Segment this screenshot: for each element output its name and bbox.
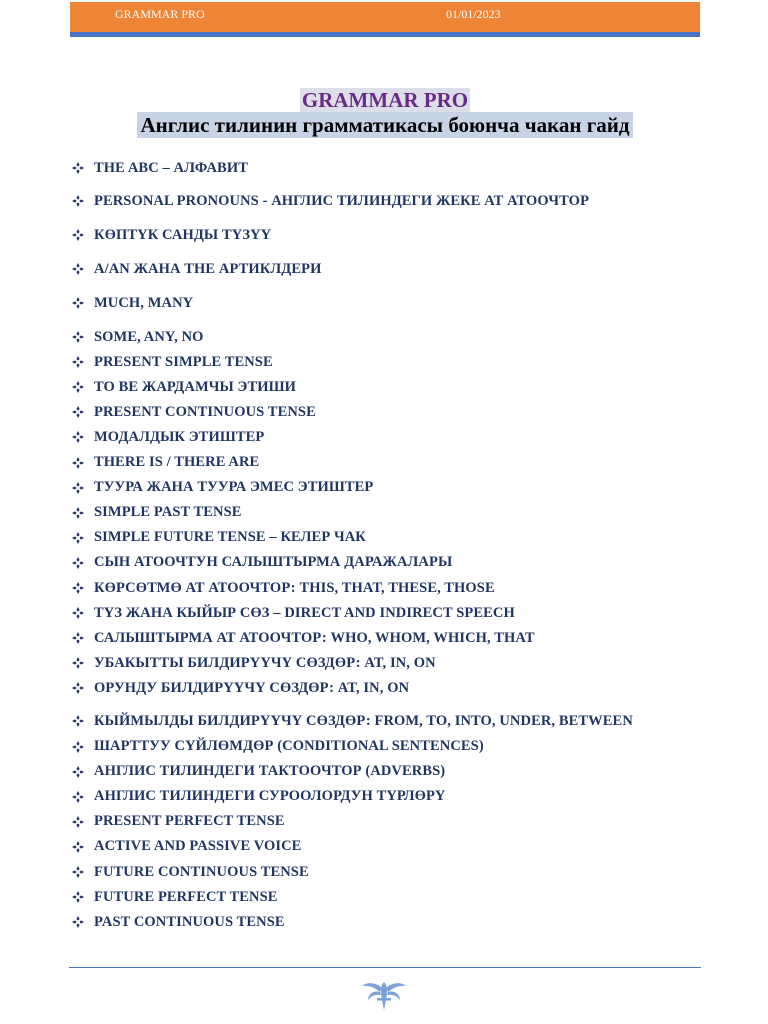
topic-item: [72, 258, 321, 280]
topic-item: [72, 652, 436, 674]
topic-item: [72, 452, 259, 474]
diamond-four-petal-icon: [72, 229, 84, 241]
title-block: [0, 88, 768, 138]
topic-item: [72, 292, 193, 314]
topic-label: THERE IS / THERE ARE: [94, 454, 260, 470]
diamond-four-petal-icon: [72, 841, 84, 853]
topic-item: [72, 224, 271, 246]
diamond-four-petal-icon: [72, 431, 84, 443]
topic-label: SOME, ANY, NO: [94, 328, 204, 345]
topic-item: [72, 786, 446, 808]
topic-label: SIMPLE FUTURE TENSE – КЕЛЕР ЧАК: [94, 529, 366, 546]
topic-label: КӨРСӨТМӨ АТ АТООЧТОР: THIS, THAT, THESE, THOSE: [94, 579, 495, 596]
topic-item: [72, 602, 515, 624]
fleur-ornament-icon: [360, 976, 408, 1010]
header-date: 01/01/2023: [446, 7, 501, 21]
topic-label: FUTURE CONTINUOUS TENSE: [94, 863, 309, 880]
topic-label: ТҮЗ ЖАНА КЫЙЫР СӨЗ – DIRECT AND INDIRECT SPEECH: [94, 604, 515, 621]
topic-item: [72, 886, 278, 908]
topic-label: PAST CONTINUOUS TENSE: [94, 913, 285, 930]
diamond-four-petal-icon: [72, 263, 84, 275]
topic-label: FUTURE PERFECT TENSE: [94, 888, 278, 905]
footer-line: [69, 967, 701, 968]
header-title: GRAMMAR PRO: [115, 7, 205, 21]
topic-label: TO BE ЖАРДАМЧЫ ЭТИШИ: [94, 378, 297, 395]
topic-item: [72, 527, 366, 549]
diamond-four-petal-icon: [72, 891, 84, 903]
diamond-four-petal-icon: [72, 766, 84, 778]
topic-label: УБАКЫТТЫ БИЛДИРҮҮЧҮ СӨЗДӨР: AT, IN, ON: [94, 654, 436, 671]
topic-label: ОРУНДУ БИЛДИРҮҮЧҮ СӨЗДӨР: AT, IN, ON: [94, 679, 410, 696]
topic-item: [72, 736, 484, 758]
topic-item: [72, 811, 285, 833]
topic-item: [72, 710, 633, 732]
topic-label: MUCH, MANY: [94, 294, 194, 311]
topic-item: [72, 911, 285, 933]
diamond-four-petal-icon: [72, 816, 84, 828]
diamond-four-petal-icon: [72, 381, 84, 393]
diamond-four-petal-icon: [72, 657, 84, 669]
diamond-four-petal-icon: [72, 406, 84, 418]
diamond-four-petal-icon: [72, 356, 84, 368]
page-title: GRAMMAR PRO: [301, 88, 469, 112]
diamond-four-petal-icon: [72, 582, 84, 594]
topic-item: [72, 401, 316, 423]
topic-label: ШАРТТУУ СҮЙЛӨМДӨР (CONDITIONAL SENTENCES): [94, 738, 484, 754]
topic-label: АНГЛИС ТИЛИНДЕГИ ТАКТООЧТОР (ADVERBS): [94, 763, 446, 780]
topic-label: КӨПТҮК САНДЫ ТҮЗҮҮ: [94, 226, 272, 243]
topic-item: [72, 552, 452, 574]
topic-item: [72, 761, 445, 783]
topic-item: [72, 577, 495, 599]
diamond-four-petal-icon: [72, 532, 84, 544]
diamond-four-petal-icon: [72, 482, 84, 494]
topic-label: SIMPLE PAST TENSE: [94, 504, 242, 521]
diamond-four-petal-icon: [72, 682, 84, 694]
diamond-four-petal-icon: [72, 297, 84, 309]
diamond-four-petal-icon: [72, 457, 84, 469]
topic-label: A/AN ЖАНА THE АРТИКЛДЕРИ: [94, 260, 322, 277]
diamond-four-petal-icon: [72, 866, 84, 878]
diamond-four-petal-icon: [72, 632, 84, 644]
diamond-four-petal-icon: [72, 791, 84, 803]
topic-item: [72, 502, 242, 524]
diamond-four-petal-icon: [72, 162, 84, 174]
diamond-four-petal-icon: [72, 607, 84, 619]
topic-item: [72, 836, 301, 858]
topic-item: [72, 861, 309, 883]
topic-item: [72, 326, 204, 348]
diamond-four-petal-icon: [72, 741, 84, 753]
topic-label: THE ABC – АЛФАВИТ: [94, 159, 248, 176]
topic-label: МОДАЛДЫК ЭТИШТЕР: [94, 428, 265, 445]
topic-label: АНГЛИС ТИЛИНДЕГИ СУРООЛОРДУН ТҮРЛӨРҮ: [94, 788, 446, 805]
topic-label: PRESENT SIMPLE TENSE: [94, 353, 273, 370]
topic-item: [72, 190, 589, 212]
diamond-four-petal-icon: [72, 331, 84, 343]
topic-label: PERSONAL PRONOUNS - АНГЛИС ТИЛИНДЕГИ ЖЕКЕ АТ АТООЧТОР: [94, 192, 590, 209]
topic-item: [72, 677, 409, 699]
header-underline: [70, 32, 700, 37]
topic-item: [72, 351, 273, 373]
topic-label: САЛЫШТЫРМА АТ АТООЧТОР: WHO, WHOM, WHICH, THAT: [94, 629, 535, 646]
diamond-four-petal-icon: [72, 195, 84, 207]
topic-item: [72, 426, 264, 448]
topic-label: PRESENT CONTINUOUS TENSE: [94, 403, 316, 420]
diamond-four-petal-icon: [72, 916, 84, 928]
diamond-four-petal-icon: [72, 557, 84, 569]
topic-label: КЫЙМЫЛДЫ БИЛДИРҮҮЧҮ СӨЗДӨР: FROM, TO, INTO, UNDER, BETWEEN: [94, 712, 633, 729]
topic-item: [72, 157, 248, 179]
topic-item: [72, 376, 296, 398]
topic-item: [72, 477, 373, 499]
topic-label: ACTIVE AND PASSIVE VOICE: [94, 838, 302, 855]
page-subtitle: Англис тилинин грамматикасы боюнча чакан гайд: [137, 112, 632, 138]
topic-item: [72, 627, 535, 649]
topic-label: ТУУРА ЖАНА ТУУРА ЭМЕС ЭТИШТЕР: [94, 479, 374, 496]
topic-label: СЫН АТООЧТУН САЛЫШТЫРМА ДАРАЖАЛАРЫ: [94, 554, 453, 571]
diamond-four-petal-icon: [72, 715, 84, 727]
topic-label: PRESENT PERFECT TENSE: [94, 813, 285, 830]
diamond-four-petal-icon: [72, 507, 84, 519]
